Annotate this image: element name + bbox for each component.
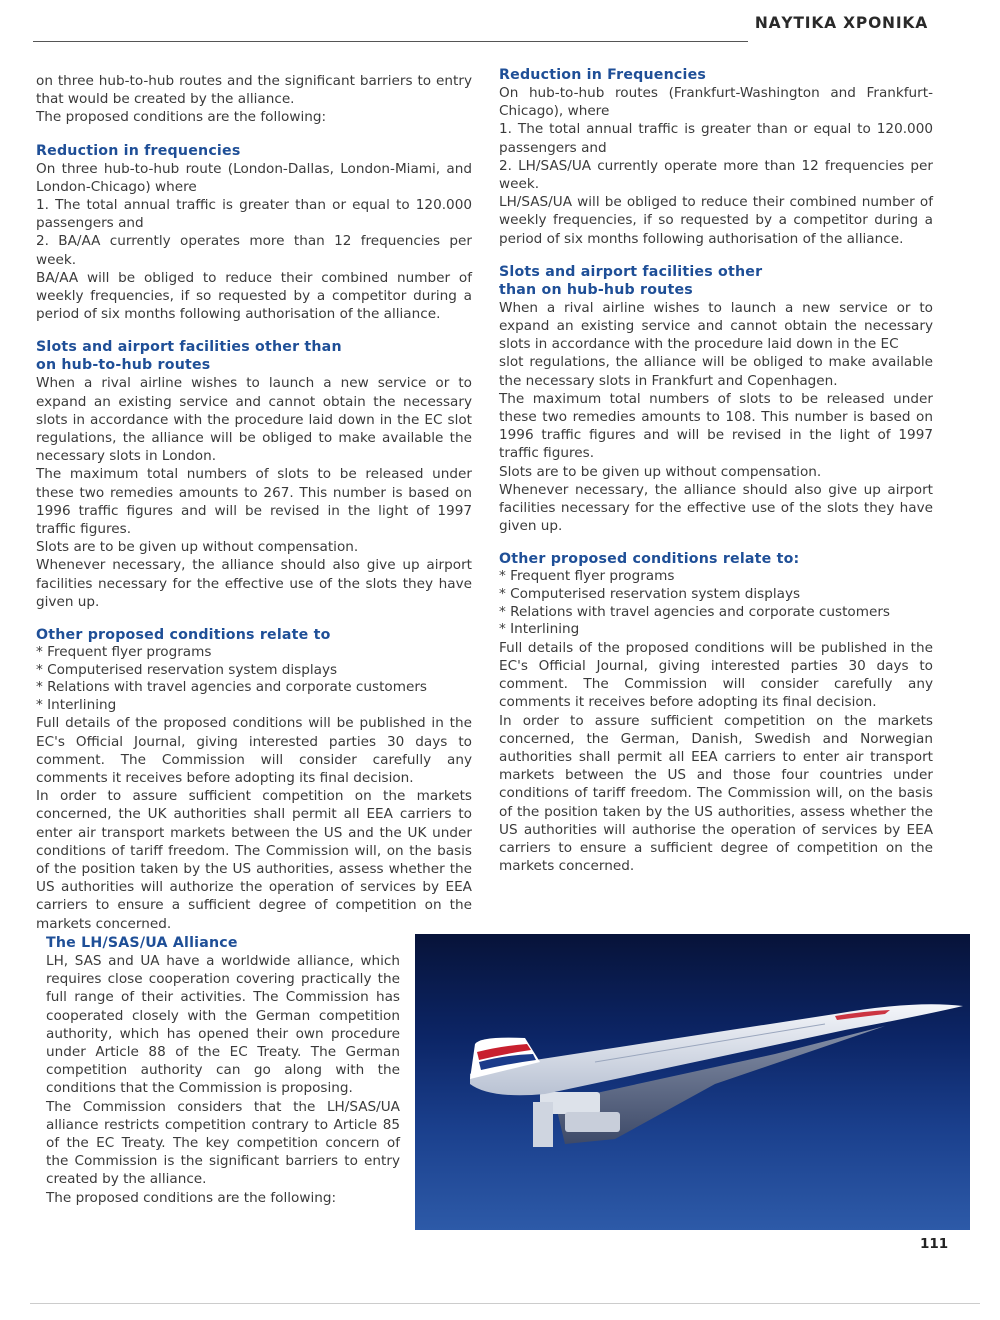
paragraph: BA/AA will be obliged to reduce their combined number of weekly frequencies, if so requested by a competitor during a period of six months following authorisation of the alliance.	[36, 269, 472, 323]
paragraph: LH, SAS and UA have a worldwide alliance, which requires close cooperation covering practically the full range of their activities. The Commission has cooperated closely with the German competition authority, which has opened their own procedure under Article 88 of the EC Treaty. The German competition authority can go along with the conditions that the Commission is proposing.	[46, 953, 400, 1097]
heading-line: Slots and airport facilities other than	[36, 339, 342, 356]
footer-rule	[30, 1303, 980, 1304]
paragraph: LH/SAS/UA will be obliged to reduce their combined number of weekly frequencies, if so requested by a competitor during a period of six months following authorisation of the alliance.	[499, 194, 933, 247]
left-intro-para: The proposed conditions are the following:	[36, 109, 327, 126]
right-frequencies-section	[499, 66, 933, 248]
aircraft-illustration	[415, 934, 970, 1230]
paragraph: Whenever necessary, the alliance should also give up airport facilities necessary for the effective use of the slots they have given up.	[499, 481, 933, 535]
paragraph: The Commission considers that the LH/SAS/UA alliance restricts competition contrary to Article 85 of the EC Treaty. The key competition concern of the Commission is the significant barriers to entry created by the alliance.	[46, 1098, 400, 1188]
paragraph: slot regulations, the alliance will be obliged to make available the necessary slots in Frankfurt and Copenhagen.	[499, 354, 933, 389]
list-item: * Relations with travel agencies and corporate customers	[499, 603, 890, 620]
paragraph: 2. BA/AA currently operates more than 12 frequencies per week.	[36, 233, 472, 268]
right-column	[499, 66, 933, 875]
paragraph: On three hub-to-hub route (London-Dallas, London-Miami, and London-Chicago) where	[36, 160, 472, 195]
page-number: 111	[920, 1236, 949, 1252]
paragraph: Slots are to be given up without compensation.	[36, 539, 359, 556]
left-column	[36, 72, 472, 933]
list-item: * Frequent flyer programs	[36, 644, 212, 661]
paragraph: The proposed conditions are the following:	[46, 1189, 337, 1206]
concorde-photo	[415, 934, 970, 1230]
paragraph: Full details of the proposed conditions will be published in the EC's Official Journal, giving interested parties 30 days to comment. The Commission will consider carefully any comments it receives before adopting its final decision.	[36, 715, 472, 787]
section-heading	[499, 263, 933, 299]
paragraph: Full details of the proposed conditions will be published in the EC's Official Journal, giving interested parties 30 days to comment. The Commission will consider carefully any comments it receives before adopting its final decision.	[499, 639, 933, 711]
section-heading: Reduction in frequencies	[36, 142, 241, 159]
paragraph: In order to assure sufficient competition on the markets concerned, the German, Danish, Swedish and Norwegian authorities shall permit all EEA carriers to enter air transport markets between the US and those four countries under conditions of tariff freedom. The Commission will, on the basis of the position taken by the US authorities, assess whether the US authorities will authorise the operation of services by EEA carriers to ensure a sufficient degree of competition on the markets concerned.	[499, 712, 933, 875]
left-slots-section	[36, 338, 472, 611]
header-rule	[33, 41, 748, 42]
left-frequencies-section	[36, 142, 472, 324]
heading-line: than on hub-hub routes	[499, 281, 693, 298]
paragraph: 1. The total annual traffic is greater than or equal to 120.000 passengers and	[499, 121, 933, 156]
section-heading: The LH/SAS/UA Alliance	[46, 935, 238, 951]
left-intro-para: on three hub-to-hub routes and the significant barriers to entry that would be created by the alliance.	[36, 73, 472, 108]
paragraph: On hub-to-hub routes (Frankfurt-Washington and Frankfurt-Chicago), where	[499, 85, 933, 120]
list-item: * Interlining	[499, 621, 580, 638]
paragraph: 1. The total annual traffic is greater than or equal to 120.000 passengers and	[36, 197, 472, 232]
list-item: * Interlining	[36, 696, 117, 713]
conditions-list	[499, 568, 933, 638]
paragraph: Slots are to be given up without compensation.	[499, 463, 822, 480]
paragraph: When a rival airline wishes to launch a new service or to expand an existing service and cannot obtain the necessary slots in accordance with the procedure laid down in the EC slot regulations, the alliance will be obliged to make available the necessary slots in London.	[36, 375, 472, 465]
heading-line: on hub-to-hub routes	[36, 357, 211, 374]
section-heading: Other proposed conditions relate to:	[499, 551, 800, 568]
left-intro	[36, 72, 472, 127]
section-heading: Reduction in Frequencies	[499, 67, 707, 83]
conditions-list	[36, 644, 472, 714]
right-slots-section	[499, 263, 933, 536]
section-heading	[36, 338, 472, 374]
list-item: * Computerised reservation system displays	[36, 661, 338, 678]
paragraph: Whenever necessary, the alliance should also give up airport facilities necessary for the effective use of the slots they have given up.	[36, 557, 472, 610]
section-heading: Other proposed conditions relate to	[36, 627, 331, 644]
paragraph: The maximum total numbers of slots to be released under these two remedies amounts to 267. This number is based on 1996 traffic figures and will be revised in the light of 1997 traffic figures.	[36, 466, 472, 538]
list-item: * Relations with travel agencies and corporate customers	[36, 679, 427, 696]
list-item: * Computerised reservation system displays	[499, 586, 801, 603]
alliance-section	[46, 934, 400, 1207]
masthead-title: ΝΑΥΤΙΚΑ ΧΡΟΝΙΚΑ	[754, 14, 928, 32]
heading-line: Slots and airport facilities other	[499, 263, 763, 280]
left-other-section	[36, 626, 472, 933]
paragraph: 2. LH/SAS/UA currently operate more than 12 frequencies per week.	[499, 157, 933, 193]
paragraph: In order to assure sufficient competition on the markets concerned, the UK authorities shall permit all EEA carriers to enter air transport markets between the US and the UK under conditions of tariff freedom. The Commission will, on the basis of the position taken by the US authorities, assess whether the US authorities will authorize the operation of services by EEA carriers to ensure a sufficient degree of competition on the markets concerned.	[36, 788, 472, 932]
right-other-section	[499, 550, 933, 875]
paragraph: The maximum total numbers of slots to be released under these two remedies amounts to 108. This number is based on 1996 traffic figures and will be revised in the light of 1997 traffic figures.	[499, 390, 933, 462]
list-item: * Frequent flyer programs	[499, 568, 675, 585]
paragraph: When a rival airline wishes to launch a new service or to expand an existing service and cannot obtain the necessary slots in accordance with the procedure laid down in the EC	[499, 299, 933, 353]
